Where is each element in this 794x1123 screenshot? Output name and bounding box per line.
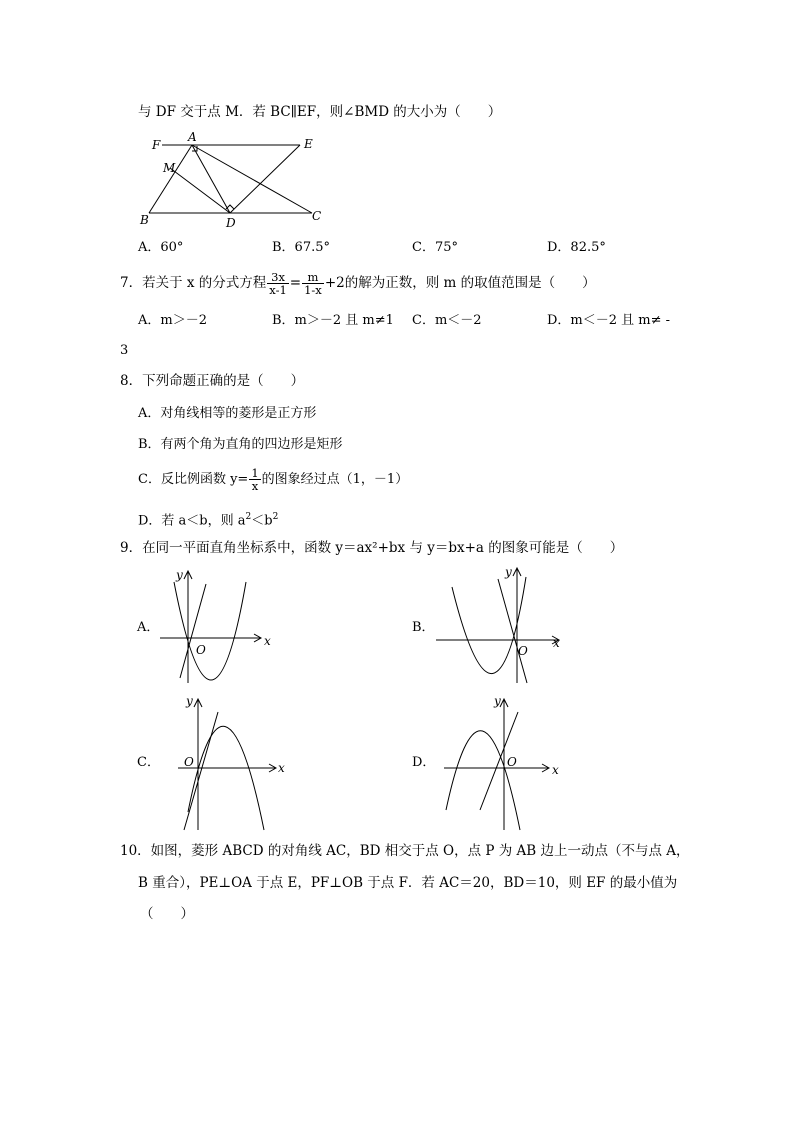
q9-graph-b-label: B． <box>412 620 435 635</box>
q9-graph-b-x: x <box>553 636 560 650</box>
label-A: A <box>188 130 197 144</box>
q10-line-1: 10．如图，菱形 ABCD 的对角线 AC，BD 相交于点 O，点 P 为 AB 边上一动点（不与点 A， <box>120 843 690 859</box>
q9-graph-d-origin: O <box>507 755 517 769</box>
q6-stem: 与 DF 交于点 M．若 BC∥EF，则∠BMD 的大小为（ ） <box>138 104 502 120</box>
q8-option-d <box>138 509 278 529</box>
q7-fraction-2: $\frac{m}{1-x}$ <box>304 270 322 297</box>
q9-graph-d-y: y <box>494 694 501 708</box>
q7-option-b: B．m＞－2 且 m≠1 <box>272 313 394 328</box>
q8-option-d-sup-1: 2 <box>245 512 252 522</box>
q9-graph-d-label: D． <box>412 755 436 770</box>
q9-graph-a-x: x <box>264 634 271 648</box>
q9-graph-d-x: x <box>552 763 559 777</box>
q6-figure <box>140 132 340 232</box>
q8-option-c-fraction: $\frac{1}{x}$ <box>251 466 259 493</box>
q8-option-d-mid: ＜b <box>251 513 273 529</box>
q9-graph-a-label: A． <box>137 620 160 635</box>
q8-stem: 8．下列命题正确的是（ ） <box>120 373 305 389</box>
q10-line-2: B 重合），PE⊥OA 于点 E，PF⊥OB 于点 F．若 AC＝20，BD＝10，则 EF 的最小值为 <box>138 875 678 891</box>
q8-option-a: A．对角线相等的菱形是正方形 <box>138 406 317 421</box>
q7-fraction-1: $\frac{3x}{x-1}$ <box>269 270 287 297</box>
q7-stem <box>120 268 596 298</box>
label-E: E <box>304 137 313 151</box>
q7-option-d-wrap: 3 <box>120 343 129 358</box>
q8-option-c-suffix: 的图象经过点（1，－1） <box>261 472 409 487</box>
q9-stem: 9．在同一平面直角坐标系中，函数 y＝ax²+bx 与 y＝bx+a 的图象可能是（ ） <box>120 540 624 556</box>
q7-prefix: 7．若关于 x 的分式方程 <box>120 275 267 291</box>
label-M: M <box>163 161 176 175</box>
q9-graph-a-origin: O <box>196 643 206 657</box>
q10-line-3: （ ） <box>140 906 194 922</box>
q7-suffix: +2的解为正数，则 m 的取值范围是（ ） <box>324 275 596 291</box>
q9-graph-c-y: y <box>186 694 193 708</box>
q9-graph-c-label: C． <box>137 755 160 770</box>
q9-graph-b-y: y <box>505 565 512 579</box>
q9-graph-b-origin: O <box>518 644 528 658</box>
q6-option-a: A．60° <box>138 240 184 255</box>
q8-option-c <box>138 466 408 494</box>
q7-option-d: D．m＜－2 且 m≠ - <box>547 313 671 328</box>
q6-option-b: B．67.5° <box>272 240 330 255</box>
q7-option-a: A．m＞－2 <box>138 313 207 328</box>
q8-option-d-prefix: D．若 a＜b，则 a <box>138 513 246 529</box>
label-B: B <box>140 213 149 227</box>
q8-option-b: B．有两个角为直角的四边形是矩形 <box>138 437 343 452</box>
q6-option-d: D．82.5° <box>547 240 606 255</box>
q9-graph-c <box>174 692 314 832</box>
q9-graph-b <box>432 565 572 683</box>
q9-graph-d <box>440 692 580 832</box>
q8-option-c-prefix: C．反比例函数 y= <box>138 472 249 487</box>
q9-graph-c-origin: O <box>184 755 194 769</box>
q8-option-d-sup-2: 2 <box>272 512 279 522</box>
q9-graph-a-y: y <box>176 568 183 582</box>
label-C: C <box>312 209 322 223</box>
q7-option-c: C．m＜－2 <box>412 313 482 328</box>
label-D: D <box>226 216 236 230</box>
q9-graph-a <box>156 568 276 686</box>
q7-equals: = <box>289 275 302 291</box>
label-F: F <box>152 138 161 152</box>
q6-option-c: C．75° <box>412 240 458 255</box>
q9-graph-c-x: x <box>278 761 285 775</box>
